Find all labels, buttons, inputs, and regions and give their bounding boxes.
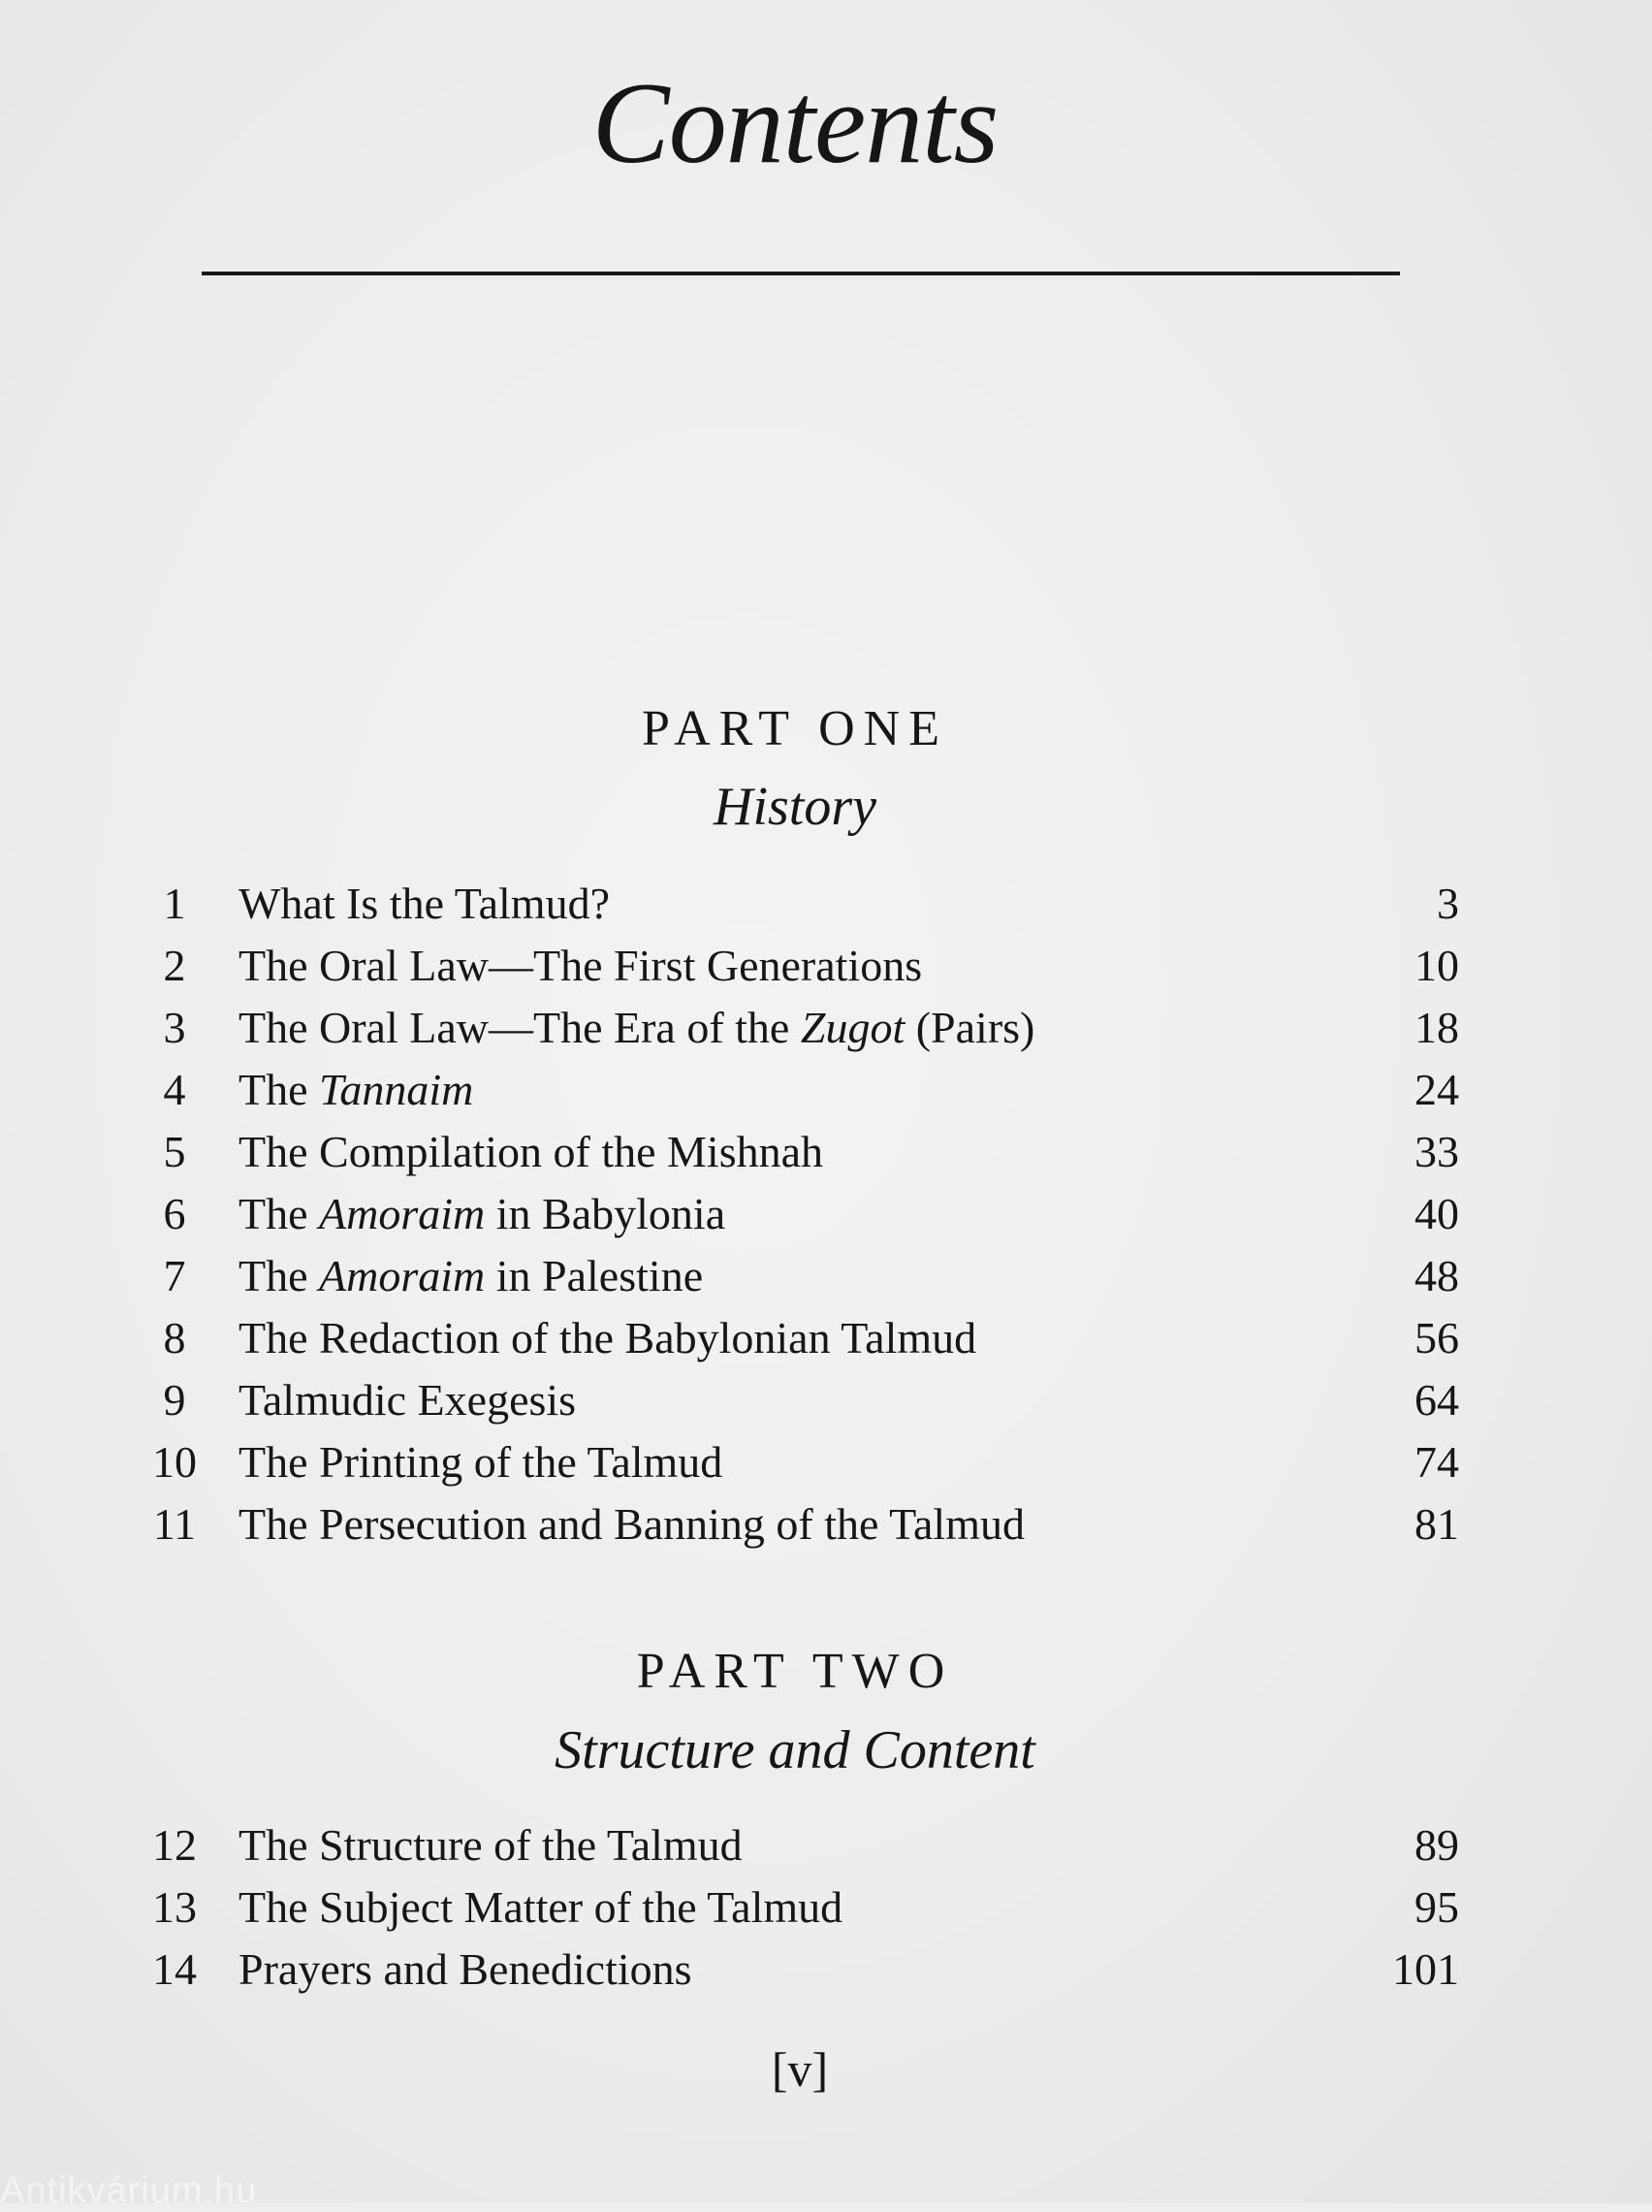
chapter-title-text: The Redaction of the Babylonian Talmud — [238, 1313, 977, 1362]
chapter-title-text: The Oral Law—The Era of the — [238, 1003, 801, 1052]
page-title: Contents — [591, 58, 999, 187]
chapter-title-text: The Printing of the Talmud — [238, 1437, 723, 1487]
toc-entry — [145, 1943, 1459, 2005]
toc-entry — [145, 1312, 1459, 1374]
page-number: 24 — [1414, 1065, 1459, 1114]
chapter-title — [238, 940, 922, 991]
page-number: 56 — [1414, 1313, 1459, 1362]
page-number: 64 — [1414, 1375, 1459, 1425]
chapter-number: 1 — [163, 879, 186, 928]
chapter-title — [238, 1188, 725, 1239]
chapter-title-text: The — [238, 1189, 320, 1238]
chapter-title — [238, 1881, 842, 1933]
toc-entry — [145, 1498, 1459, 1560]
chapter-title — [238, 1943, 692, 1995]
toc-entry — [145, 1374, 1459, 1436]
toc-entry — [145, 878, 1459, 940]
chapter-title-text: Talmudic Exegesis — [238, 1375, 577, 1425]
chapter-number: 7 — [163, 1251, 186, 1300]
chapter-title-text: The Compilation of the Mishnah — [238, 1127, 824, 1176]
chapter-number: 6 — [163, 1189, 186, 1238]
chapter-number: 3 — [163, 1003, 186, 1052]
chapter-title — [238, 1312, 976, 1363]
chapter-title-text: The Persecution and Banning of the Talmud — [238, 1499, 1025, 1549]
page-number: 33 — [1414, 1127, 1459, 1176]
chapter-number: 4 — [163, 1065, 186, 1114]
toc-entry — [145, 1819, 1459, 1881]
page-number: 10 — [1414, 941, 1459, 990]
part-two-subtitle: Structure and Content — [555, 1720, 1035, 1780]
page-number: 81 — [1414, 1499, 1459, 1549]
part-one-heading: PART ONE — [642, 701, 948, 756]
chapter-title-italic: Zugot — [800, 1003, 905, 1052]
chapter-title-text: The Subject Matter of the Talmud — [238, 1882, 843, 1932]
chapter-title-text: The Structure of the Talmud — [238, 1820, 743, 1870]
chapter-number: 8 — [163, 1313, 186, 1362]
chapter-title-text: The Oral Law—The First Generations — [238, 941, 923, 990]
page-number: 101 — [1392, 1944, 1459, 1994]
page-number: 40 — [1414, 1189, 1459, 1238]
chapter-number: 11 — [152, 1499, 197, 1549]
chapter-title-text-suffix: in Palestine — [485, 1251, 704, 1300]
chapter-title — [238, 1436, 722, 1488]
page-number: 3 — [1437, 879, 1459, 928]
chapter-number: 5 — [163, 1127, 186, 1176]
page-number: 18 — [1414, 1003, 1459, 1052]
chapter-number: 12 — [152, 1820, 197, 1870]
chapter-number: 14 — [152, 1944, 197, 1994]
chapter-title-italic: Amoraim — [319, 1251, 486, 1300]
toc-entry — [145, 1881, 1459, 1943]
toc-entry — [145, 1126, 1459, 1188]
chapter-number: 10 — [152, 1437, 197, 1487]
chapter-number: 13 — [152, 1882, 197, 1932]
chapter-title — [238, 1126, 823, 1177]
page-number: 89 — [1414, 1820, 1459, 1870]
page-folio: [v] — [771, 2042, 829, 2097]
page-number: 74 — [1414, 1437, 1459, 1487]
chapter-title-text-suffix: in Babylonia — [485, 1189, 726, 1238]
chapter-title-italic: Amoraim — [319, 1189, 486, 1238]
chapter-number: 2 — [163, 941, 186, 990]
chapter-title — [238, 1064, 473, 1115]
chapter-title — [238, 1498, 1025, 1550]
chapter-title-text: The — [238, 1065, 320, 1114]
chapter-title-text: Prayers and Benedictions — [238, 1944, 692, 1994]
chapter-title — [238, 1374, 576, 1426]
chapter-title-text-suffix: (Pairs) — [905, 1003, 1035, 1052]
toc-entry — [145, 1250, 1459, 1312]
chapter-number: 9 — [163, 1375, 186, 1425]
chapter-title — [238, 1250, 703, 1301]
chapter-title — [238, 1819, 743, 1871]
chapter-title-text: What Is the Talmud? — [238, 879, 610, 928]
toc-entry — [145, 1436, 1459, 1498]
toc-entry — [145, 940, 1459, 1002]
title-rule — [202, 272, 1400, 275]
part-one-subtitle: History — [714, 777, 876, 837]
toc-entry — [145, 1188, 1459, 1250]
page-number: 48 — [1414, 1251, 1459, 1300]
toc-entry — [145, 1002, 1459, 1064]
chapter-title-text: The — [238, 1251, 320, 1300]
watermark-text: Antikvárium.hu — [0, 2170, 258, 2211]
page-number: 95 — [1414, 1882, 1459, 1932]
chapter-title — [238, 1002, 1034, 1053]
chapter-title — [238, 878, 610, 929]
toc-entry — [145, 1064, 1459, 1126]
part-two-heading: PART TWO — [636, 1644, 954, 1699]
chapter-title-italic: Tannaim — [319, 1065, 474, 1114]
